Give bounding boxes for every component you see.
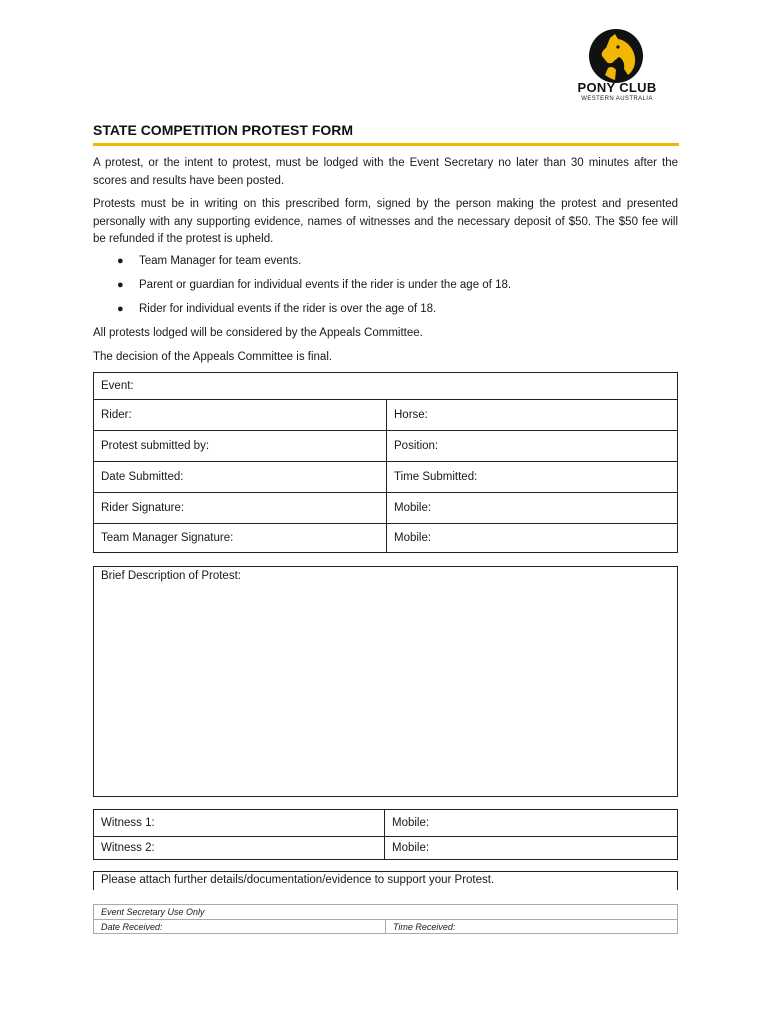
- witness-table: [93, 809, 678, 860]
- witness-2-field[interactable]: Witness 2:: [101, 842, 155, 854]
- bullet-item: [93, 277, 678, 301]
- event-secretary-table: [93, 904, 678, 934]
- bullet-text: Rider for individual events if the rider is over the age of 18.: [139, 303, 437, 315]
- pony-club-logo: [572, 28, 662, 102]
- bullet-text: Team Manager for team events.: [139, 255, 302, 267]
- closing-paragraph-2: The decision of the Appeals Committee is final.: [93, 351, 333, 363]
- witness-1-row: [94, 810, 677, 836]
- date-time-row: [94, 461, 677, 492]
- rider-signature-row: [94, 492, 677, 523]
- signer-bullet-list: [93, 253, 678, 325]
- date-received-field[interactable]: Date Received:: [101, 921, 163, 932]
- witness-1-field[interactable]: Witness 1:: [101, 817, 155, 829]
- bullet-item: [93, 301, 678, 325]
- secretary-received-row: [94, 919, 677, 933]
- secretary-heading: Event Secretary Use Only: [101, 907, 205, 917]
- time-received-field[interactable]: Time Received:: [385, 920, 677, 933]
- title-underline: [93, 143, 679, 146]
- event-field[interactable]: Event:: [101, 380, 134, 392]
- protest-description-box[interactable]: [93, 566, 678, 797]
- date-submitted-field[interactable]: Date Submitted:: [101, 471, 184, 483]
- team-manager-mobile-field[interactable]: Mobile:: [386, 524, 677, 552]
- team-manager-row: [94, 523, 677, 552]
- position-field[interactable]: Position:: [386, 431, 677, 461]
- bullet-dot-icon: ●: [117, 303, 124, 315]
- time-submitted-field[interactable]: Time Submitted:: [386, 462, 677, 492]
- attach-note-box: [93, 871, 678, 890]
- intro-paragraph-1: A protest, or the intent to protest, must be lodged with the Event Secretary no later than 30 minutes after the scores and results have been posted.: [93, 157, 678, 187]
- description-label: Brief Description of Protest:: [101, 570, 241, 582]
- witness-2-row: [94, 836, 677, 859]
- rider-mobile-field[interactable]: Mobile:: [386, 493, 677, 523]
- witness-2-mobile-field[interactable]: Mobile:: [384, 837, 677, 859]
- form-title: STATE COMPETITION PROTEST FORM: [93, 122, 354, 138]
- secretary-heading-row: [94, 905, 677, 919]
- bullet-text: Parent or guardian for individual events if the rider is under the age of 18.: [139, 279, 512, 291]
- attach-note: Please attach further details/documentation/evidence to support your Protest.: [101, 874, 495, 886]
- event-row[interactable]: [94, 373, 677, 399]
- protest-details-table: [93, 372, 678, 553]
- rider-row: [94, 399, 677, 430]
- witness-1-mobile-field[interactable]: Mobile:: [384, 810, 677, 836]
- team-manager-signature-field[interactable]: Team Manager Signature:: [101, 532, 234, 544]
- horse-head-logo-icon: [588, 28, 644, 84]
- protest-submitted-by-field[interactable]: Protest submitted by:: [101, 440, 210, 452]
- logo-name: PONY CLUB: [577, 80, 657, 95]
- horse-field[interactable]: Horse:: [386, 400, 677, 430]
- bullet-dot-icon: ●: [117, 255, 124, 267]
- closing-paragraph-1: All protests lodged will be considered by the Appeals Committee.: [93, 327, 423, 339]
- submitted-by-row: [94, 430, 677, 461]
- bullet-dot-icon: ●: [117, 279, 124, 291]
- intro-paragraph-2: Protests must be in writing on this prescribed form, signed by the person making the protest and presented personally with any supporting evidence, names of witnesses and the necessary deposit of $50. The $50 fee will be refunded if the protest is upheld.: [93, 198, 678, 245]
- rider-field[interactable]: Rider:: [101, 409, 132, 421]
- bullet-item: [93, 253, 678, 277]
- logo-subtitle: WESTERN AUSTRALIA: [581, 96, 653, 102]
- rider-signature-field[interactable]: Rider Signature:: [101, 502, 185, 514]
